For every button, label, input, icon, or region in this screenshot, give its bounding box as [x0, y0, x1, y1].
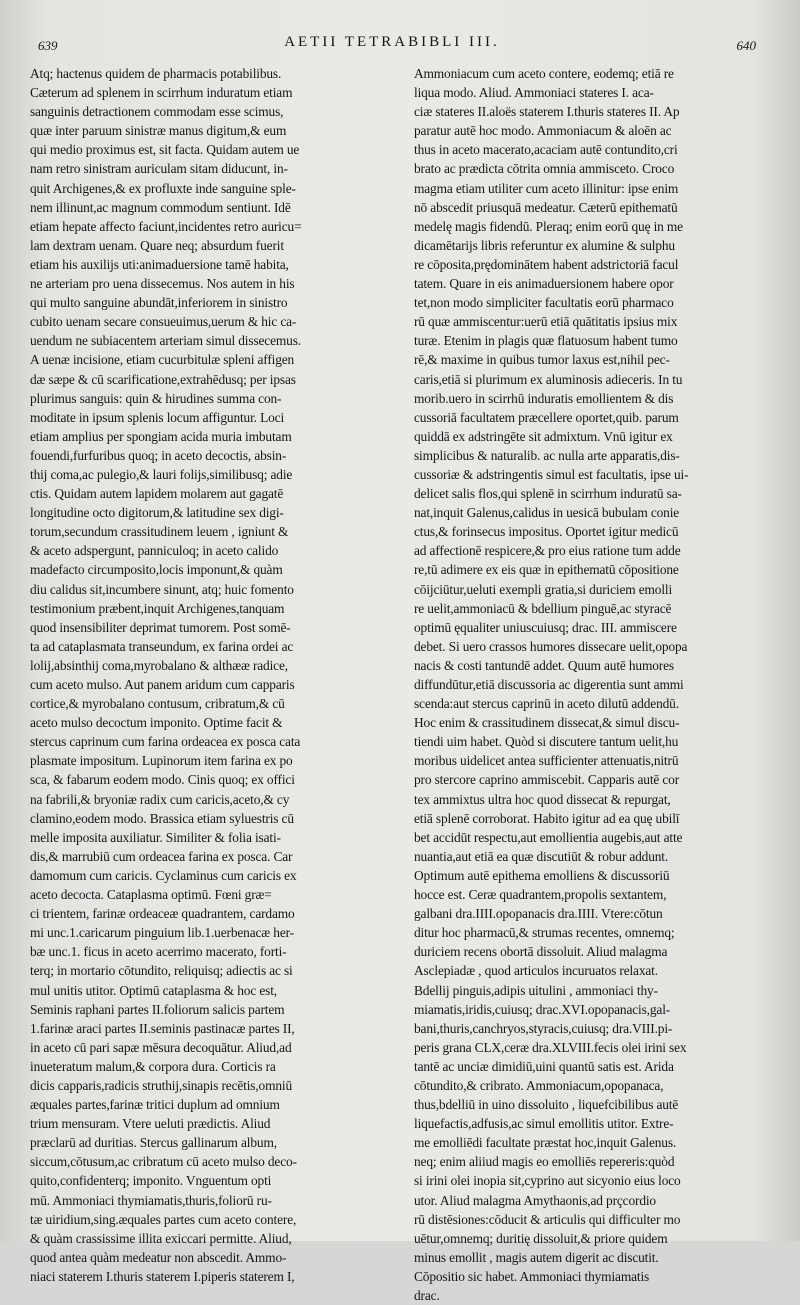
text-line: ci trientem, farinæ ordeaceæ quadrantem, cardamo — [30, 906, 295, 922]
text-line: madefacto circumposito,locis imponunt,& quàm — [30, 562, 283, 578]
text-line: cussoriā facultatem præcellere oportet,quib. parum — [414, 409, 679, 425]
text-line: bet accidūt respectu,aut emollientia augebis,aut atte — [414, 829, 683, 845]
text-line: diffundūtur,etiā discussoria ac digerentia sunt ammi — [414, 677, 684, 692]
text-line: me emolliēdi facultate præstat hoc,inquit Galenus. — [414, 1135, 677, 1151]
text-line: nat,inquit Galenus,calidus in uesicā bubulam conie — [414, 505, 680, 521]
text-line: cōtundito,& cribrato. Ammoniacum,opopanaca, — [414, 1077, 664, 1093]
text-line: clamino,eodem modo. Brassica etiam syluestris cū — [30, 810, 294, 826]
text-line: simplicibus & naturalib. ac nulla arte apparatis,dis- — [414, 447, 680, 463]
text-line: medelę magis fidendū. Pleraq; enim eorū quę in me — [414, 218, 683, 234]
text-line: quito,confidenterq; imponito. Vnguentum opti — [30, 1173, 272, 1189]
text-line: 1.farinæ araci partes II.seminis pastinacæ partes II, — [30, 1020, 295, 1036]
text-line: scenda:aut stercus caprinū in aceto dilutū addendū. — [414, 696, 679, 712]
text-line: stercus caprinum cum farina ordeacea ex posca cata — [30, 734, 301, 750]
text-line: bani,thuris,canchryos,styracis,cuiusq; dra.VIII.pi- — [414, 1020, 673, 1036]
text-line: quod insensibiliter deprimat tumorem. Post somē- — [30, 619, 291, 635]
text-line: bæ unc.1. ficus in aceto acerrimo macerato, forti- — [30, 944, 287, 960]
text-line: tiendi uim habet. Quòd si discutere tantum uelit,hu — [414, 734, 679, 750]
text-line: na fabrili,& bryoniæ radix cum caricis,aceto,& cy — [30, 791, 290, 807]
text-line: si irini olei inopia sit,cyprino aut sicyonio eius loco — [414, 1173, 681, 1189]
text-line: plasmate impositum. Lupinorum item farina ex po — [30, 753, 293, 769]
text-line: delicet salis flos,qui splenē in scirrhum induratū sa- — [414, 486, 682, 502]
text-line: torum,secundum crassitudinem leuem , igniunt & — [30, 524, 289, 540]
text-line: nacis & costi tantundē addet. Quum autē humores — [414, 657, 674, 673]
text-line: Optimum autē epithema emolliens & discussoriū — [414, 867, 670, 883]
text-line: rū distēsiones:cōducit & articulis qui difficulter mo — [414, 1211, 681, 1227]
text-line: drac. — [414, 1288, 440, 1303]
text-line: Seminis raphani partes II.foliorum salicis partem — [30, 1001, 285, 1017]
text-line: thus,bdelliū in uino dissoluito , liquefcibilibus autē — [414, 1097, 679, 1113]
text-line: qui medio proximus est, sit facta. Quidam autem ue — [30, 142, 300, 158]
text-line: sca, & fabarum eodem modo. Cinis quoq; ex offici — [30, 772, 295, 788]
text-line: longitudine octo digitorum,& latitudine sex digi- — [30, 505, 284, 521]
text-line: duriciem recens obortā dissoluit. Aliud malagma — [414, 944, 668, 960]
text-line: morib.uero in scirrhū induratis emollientem & dis — [414, 390, 674, 406]
text-line: & quàm crassissime illita exiccari permitte. Aliud, — [30, 1230, 292, 1246]
text-line: thij coma,ac pulegio,& lauri folijs,similibusq; adie — [30, 466, 293, 482]
right-column — [414, 64, 758, 1303]
text-line: tet,non modo simpliciter facultatis eorū pharmaco — [414, 295, 674, 311]
text-line: niaci staterem I.thuris staterem I.piperis staterem I, — [30, 1268, 295, 1284]
text-line: cortice,& myrobalano contusum, cribratum,& cū — [30, 696, 285, 712]
text-line: plurimus sanguis: quin & hirudines summa con- — [30, 390, 282, 406]
text-line: liquefactis,adfusis,ac simul emollitis utitor. Extre- — [414, 1116, 674, 1132]
text-line: utor. Aliud malagma Amythaonis,ad prçcordio — [414, 1192, 656, 1208]
text-line: dis,& marrubiū cum ordeacea farina ex posca. Car — [30, 848, 293, 864]
text-line: quod antea quàm medeatur non abscedit. Ammo- — [30, 1249, 287, 1265]
text-line: magma etiam utiliter cum aceto illinitur: ipse enim — [414, 180, 679, 196]
text-line: præclarū ad duritias. Stercus gallinarum album, — [30, 1135, 277, 1151]
text-line: etiam amplius per spongiam acida muria imbutam — [30, 428, 292, 444]
text-line: dicamētarijs libris referuntur ex alumine & sulphu — [414, 237, 675, 253]
text-line: Bdellij pinguis,adipis uitulini , ammoniaci thy- — [414, 982, 658, 998]
text-line: ad affectionē respicere,& pro eius ratione tum adde — [414, 543, 681, 559]
running-title: AETII TETRABIBLI III. — [284, 34, 500, 50]
text-line: etiam his auxilijs uti:animaduersione tamē habita, — [30, 256, 289, 272]
left-column — [30, 64, 382, 1284]
text-line: ciæ stateres II.aloës staterem I.thuris stateres II. Ap — [414, 104, 680, 120]
text-line: lam dextram uenam. Quare neq; absurdum fuerit — [30, 237, 284, 253]
text-line: re,tū adimere ex eis quæ in epithematū cōpositione — [414, 562, 679, 578]
text-line: tatem. Quare in eis animaduersionem habere opor — [414, 276, 674, 292]
text-line: damomum cum caricis. Cyclaminus cum caricis ex — [30, 867, 297, 883]
text-line: peris grana CLX,ceræ dra.XLVIII.fecis olei irini sex — [414, 1039, 687, 1055]
text-line: Ammoniacum cum aceto contere, eodemq; etiā re — [414, 66, 674, 81]
text-line: terq; in mortario cōtundito, reliquisq; adiectis ac si — [30, 963, 293, 979]
text-line: aceto mulso decoctum imponito. Optime facit & — [30, 715, 283, 731]
text-line: ta ad cataplasmata transeundum, ex farina ordei ac — [30, 638, 294, 654]
text-line: lolij,absinthij coma,myrobalano & althææ radice, — [30, 657, 288, 673]
text-line: tæ uiridium,sing.æquales partes cum aceto contere, — [30, 1211, 297, 1227]
text-line: qui multo sanguine abundāt,inferiorem in sinistro — [30, 295, 288, 311]
text-line: minus emollit , magis autem digerit ac discutit. — [414, 1249, 659, 1265]
page-header — [28, 34, 756, 56]
text-line: uendum ne subiacentem arteriam simul dissecemus. — [30, 333, 301, 349]
text-line: pro stercore caprino ammiscebit. Capparis autē cor — [414, 772, 680, 788]
text-line: cubito uenam secare consueuimus,uerum & hic ca- — [30, 314, 297, 330]
text-line: Asclepiadæ , quod articulos incuruatos relaxat. — [414, 963, 658, 979]
text-line: quiddā ex adstringēte sit admixtum. Vnū igitur ex — [414, 428, 673, 444]
text-line: A uenæ incisione, etiam cucurbitulæ spleni affigen — [30, 352, 295, 368]
text-line: dicis capparis,radicis struthij,sinapis recētis,omniū — [30, 1077, 293, 1093]
text-line: in aceto cū pari sapæ mēsura decoquātur. Aliud,ad — [30, 1039, 292, 1055]
text-line: re cōposita,prędominātem habent adstrictoriā facul — [414, 256, 679, 272]
text-line: nō abscedit priusquā medeatur. Cæterū epithematū — [414, 199, 678, 215]
text-line: ne arteriam pro uena dissecemus. Nos autem in his — [30, 276, 295, 292]
text-line: Atq; hactenus quidem de pharmacis potabilibus. — [30, 66, 282, 81]
text-line: cum aceto mulso. Aut panem aridum cum capparis — [30, 677, 295, 692]
text-line: ditur hoc pharmacū,& strumas recentes, omnemq; — [414, 925, 675, 941]
text-line: ctis. Quidam autem lapidem molarem aut gagatē — [30, 486, 284, 502]
text-line: tantē ac unciæ dimidiū,uini quantū satis est. Arida — [414, 1058, 674, 1074]
text-line: rē,& maxime in quibus tumor laxus est,nihil pec- — [414, 352, 670, 368]
text-line: inueteratum malum,& corpora dura. Corticis ra — [30, 1058, 276, 1074]
text-line: diu calidus sit,incumbere sinunt, atq; huic fomento — [30, 581, 294, 597]
text-line: re uelit,ammoniacū & bdellium pinguē,ac styracē — [414, 600, 672, 616]
text-line: tex ammixtus ultra hoc quod dissecat & repurgat, — [414, 791, 671, 807]
text-line: moditate in ipsum splenis locum affiguntur. Loci — [30, 409, 285, 425]
text-line: testimonium præbent,inquit Archigenes,tanquam — [30, 600, 285, 616]
text-line: turæ. Etenim in plagis quæ flatuosum habent tumo — [414, 333, 678, 349]
text-line: ctus,& forinsecus impositus. Oportet igitur medicū — [414, 524, 679, 540]
text-line: Hoc enim & crassitudinem dissecat,& simul discu- — [414, 715, 680, 731]
text-line: æquales partes,farinæ tritici duplum ad omnium — [30, 1097, 280, 1113]
page-number-right: 640 — [736, 38, 756, 53]
text-line: galbani dra.IIII.opopanacis dra.IIII. Vtere:cōtun — [414, 906, 663, 922]
text-line: debet. Si uero crassos humores dissecare uelit,opopa — [414, 638, 688, 654]
text-line: miamatis,iridis,cuiusq; drac.XVI.opopanacis,gal- — [414, 1001, 671, 1017]
text-line: nuantia,aut etiā ea quæ discutiūt & robur addunt. — [414, 848, 669, 864]
text-line: trium mensuram. Vtere ueluti prædictis. Aliud — [30, 1116, 271, 1132]
text-line: caris,etiā si plurimum ex aluminosis adieceris. In tu — [414, 371, 683, 387]
text-line: melle imposita auxiliatur. Similiter & folia isati- — [30, 829, 281, 845]
text-line: rū quæ ammiscentur:uerū etiā quātitatis ipsius mix — [414, 314, 678, 330]
text-line: sanguinis detractionem commodam esse scimus, — [30, 104, 284, 120]
page-number-left: 639 — [38, 38, 58, 53]
text-line: neq; enim aliiud magis eo emolliēs repereris:quòd — [414, 1154, 675, 1170]
text-line: mū. Ammoniaci thymiamatis,thuris,foliorū ru- — [30, 1192, 272, 1208]
text-line: brato ac prædicta cōtrita omnia ammisceto. Croco — [414, 161, 675, 177]
text-line: & aceto adspergunt, panniculoq; in aceto calido — [30, 543, 279, 559]
text-line: fouendi,furfuribus quoq; in aceto decoctis, absin- — [30, 447, 287, 463]
text-line: hocce est. Ceræ quadrantem,propolis sextantem, — [414, 887, 667, 903]
text-line: cōijciūtur,ueluti exempli gratia,si duriciem emolli — [414, 581, 673, 597]
text-line: optimū ęqualiter uniuscuiusq; drac. III. ammiscere — [414, 619, 677, 635]
text-line: etiā splenē corroborat. Habito igitur ad ea quę ubilī — [414, 810, 680, 826]
text-line: dæ sæpe & cū scarificatione,extrahēdusq; per ipsas — [30, 371, 296, 387]
text-line: mul unitis utitor. Optimū cataplasma & hoc est, — [30, 982, 277, 998]
text-line: moribus uidelicet antea sufficienter attenuatis,nitrū — [414, 753, 679, 769]
text-line: quit Archigenes,& ex profluxte inde sanguine sple- — [30, 180, 296, 196]
text-line: uētur,omnemq; duritię dissoluit,& priore quidem — [414, 1230, 668, 1246]
text-line: quæ inter paruum sinistræ manus digitum,& eum — [30, 123, 287, 139]
text-line: paratur autē hoc modo. Ammoniacum & aloēn ac — [414, 123, 672, 139]
text-line: Cæterum ad splenem in scirrhum induratum etiam — [30, 85, 293, 101]
text-line: liqua modo. Aliud. Ammoniaci stateres I. aca- — [414, 85, 654, 101]
text-line: cussoriæ & adstringentis simul est facultatis, ipse ui- — [414, 466, 689, 482]
text-line: nem illinunt,ac magnum commodum sentiunt. Idē — [30, 199, 291, 215]
text-line: etiam hepate affecto faciunt,incidentes retro auricu= — [30, 218, 302, 234]
text-line: nam retro sinistram auriculam sitam diducunt, in- — [30, 161, 288, 177]
text-line: thus in aceto macerato,acaciam autē contundito,cri — [414, 142, 678, 158]
text-line: siccum,cōtusum,ac cribratum cū aceto mulso deco- — [30, 1154, 297, 1170]
text-line: Cōpositio sic habet. Ammoniaci thymiamatis — [414, 1268, 650, 1284]
text-line: mi unc.1.caricarum pinguium lib.1.uerbenacæ her- — [30, 925, 294, 941]
text-line: aceto decocta. Cataplasma optimū. Fœni græ= — [30, 887, 272, 903]
